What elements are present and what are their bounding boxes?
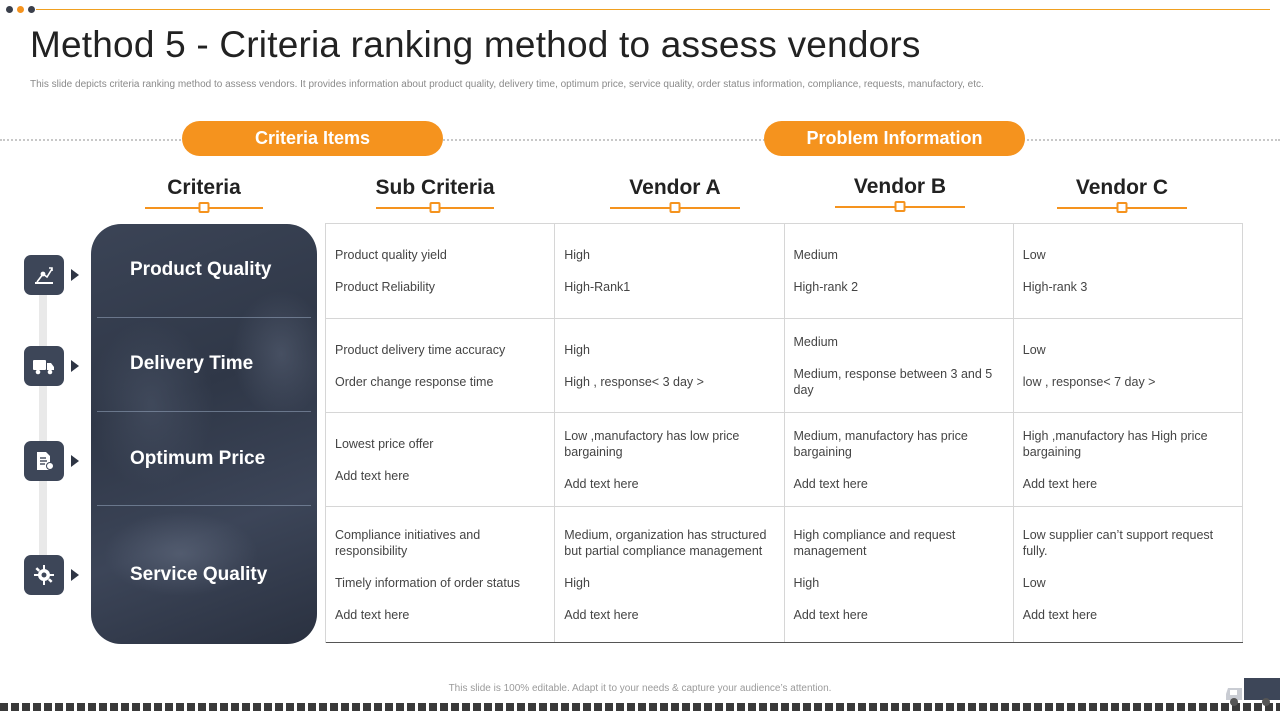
chevron-right-icon (71, 455, 79, 467)
window-dots (6, 6, 35, 13)
dot (17, 6, 24, 13)
cell-text: High ,manufactory has High price bargaining (1022, 428, 1208, 459)
cell-text: Add text here (335, 607, 410, 622)
cell-text: Lowest price offer (335, 436, 434, 451)
page-subtitle: This slide depicts criteria ranking method to assess vendors. It provides information about product quality, delivery time, optimum price, service quality, order status information, compliance, requests, manufactory, etc. (30, 79, 984, 90)
top-divider (36, 9, 1270, 10)
chevron-right-icon (71, 269, 79, 281)
header-knob (670, 202, 681, 213)
truck-icon (1224, 678, 1280, 713)
cell-text: Low supplier can’t support request fully. (1022, 527, 1214, 558)
vendor-b-cell (785, 224, 1014, 318)
cell-text: low , response< 7 day > (1022, 374, 1156, 389)
panel-divider (97, 505, 311, 506)
cell-text: Order change response time (335, 374, 494, 389)
cell-text: Compliance initiatives and responsibility (335, 527, 481, 558)
cell-text: Add text here (1022, 476, 1098, 491)
cell-text: Add text here (564, 607, 639, 622)
header-knob (1117, 202, 1128, 213)
cell-text: Medium (793, 248, 838, 262)
table-row (326, 507, 1243, 643)
criteria-panel (91, 224, 317, 644)
vendor-a-cell (555, 413, 784, 506)
criteria-label-product-quality: Product Quality (130, 259, 272, 280)
cell-text: Medium, manufactory has price bargaining (793, 428, 968, 459)
column-header-label: Vendor B (853, 175, 947, 198)
column-header-label: Vendor A (629, 176, 721, 199)
cell-text: Timely information of order status (335, 575, 521, 590)
cell-text: High-Rank1 (564, 280, 631, 294)
vendor-b-cell (785, 507, 1014, 642)
chevron-right-icon (71, 360, 79, 372)
criteria-table (325, 223, 1243, 643)
column-header-vendor-c (1057, 176, 1187, 200)
service-gear-icon (24, 555, 64, 595)
cell-text: Add text here (564, 476, 639, 491)
sub-criteria-cell (326, 319, 555, 412)
cell-text: High , response< 3 day > (564, 374, 704, 389)
vendor-c-cell (1014, 413, 1243, 506)
problem-information-pill: Problem Information (764, 121, 1025, 156)
page-title: Method 5 - Criteria ranking method to assess vendors (30, 24, 921, 65)
criteria-label-delivery-time: Delivery Time (130, 353, 254, 374)
dot (28, 6, 35, 13)
sub-criteria-cell (326, 507, 555, 642)
header-knob (199, 202, 210, 213)
cell-text: Add text here (793, 476, 868, 491)
cell-text: Product delivery time accuracy (335, 342, 506, 357)
icon-rail (39, 262, 47, 592)
price-document-icon (24, 441, 64, 481)
cell-text: High compliance and request management (793, 527, 956, 558)
vendor-b-cell (785, 319, 1014, 412)
criteria-label-service-quality: Service Quality (130, 564, 268, 585)
quality-check-icon (24, 255, 64, 295)
vendor-b-cell (785, 413, 1014, 506)
cell-text: High (564, 248, 590, 262)
cell-text: High (564, 575, 590, 590)
bottom-divider (0, 703, 1280, 711)
cell-text: High (793, 575, 820, 590)
cell-text: Low (1022, 248, 1046, 262)
sub-criteria-cell (326, 224, 555, 318)
table-row (326, 224, 1243, 319)
column-header-label: Sub Criteria (375, 176, 495, 199)
column-header-sub-criteria (372, 176, 498, 200)
cell-text: Add text here (1022, 607, 1098, 622)
footer-note: This slide is 100% editable. Adapt it to your needs & capture your audience’s attention. (448, 683, 832, 694)
header-knob (895, 201, 906, 212)
column-header-vendor-b (835, 175, 965, 199)
cell-text: High-rank 2 (793, 280, 859, 294)
chevron-right-icon (71, 569, 79, 581)
column-header-vendor-a (610, 176, 740, 200)
panel-divider (97, 411, 311, 412)
vendor-c-cell (1014, 224, 1243, 318)
cell-text: Medium, organization has structured but partial compliance management (564, 527, 767, 558)
vendor-a-cell (555, 224, 784, 318)
vendor-c-cell (1014, 507, 1243, 642)
cell-text: Add text here (335, 468, 410, 483)
column-header-label: Criteria (167, 176, 241, 199)
cell-text: Low ,manufactory has low price bargaining (564, 428, 740, 459)
criteria-items-pill: Criteria Items (182, 121, 443, 156)
cell-text: High-rank 3 (1022, 280, 1088, 294)
dot (6, 6, 13, 13)
header-knob (430, 202, 441, 213)
column-header-criteria (145, 176, 263, 200)
sub-criteria-cell (326, 413, 555, 506)
cell-text: Product Reliability (335, 280, 436, 294)
cell-text: Low (1022, 575, 1046, 590)
delivery-truck-icon (24, 346, 64, 386)
cell-text: Product quality yield (335, 248, 447, 262)
cell-text: High (564, 342, 590, 357)
cell-text: Low (1022, 342, 1046, 357)
table-row (326, 413, 1243, 507)
table-row (326, 319, 1243, 413)
criteria-label-optimum-price: Optimum Price (130, 448, 266, 469)
cell-text: Medium, response between 3 and 5 day (793, 366, 993, 397)
vendor-c-cell (1014, 319, 1243, 412)
column-header-label: Vendor C (1075, 176, 1169, 199)
vendor-a-cell (555, 319, 784, 412)
panel-divider (97, 317, 311, 318)
cell-text: Add text here (793, 607, 868, 622)
vendor-a-cell (555, 507, 784, 642)
cell-text: Medium (793, 334, 838, 349)
